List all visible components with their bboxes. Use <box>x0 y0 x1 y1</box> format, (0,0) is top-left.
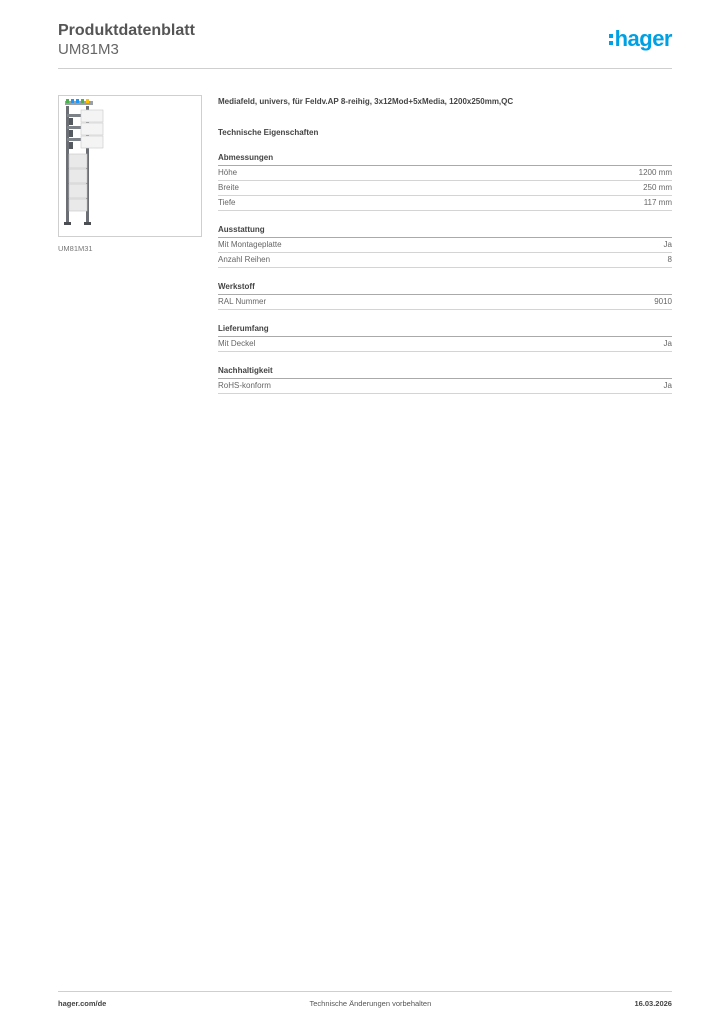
document-header <box>58 22 195 59</box>
spec-value: 9010 <box>654 297 672 306</box>
spec-value: 117 mm <box>643 198 672 207</box>
spec-row <box>218 379 672 394</box>
document-title: Produktdatenblatt <box>58 22 195 39</box>
spec-value: 1200 mm <box>638 168 672 177</box>
spec-group-title: Abmessungen <box>218 153 672 166</box>
spec-group-title: Ausstattung <box>218 225 672 238</box>
spec-group-lieferumfang <box>218 324 672 352</box>
header-divider <box>58 68 672 69</box>
spec-row <box>218 196 672 211</box>
hager-logo <box>609 28 672 50</box>
spec-row <box>218 253 672 268</box>
spec-group-title: Werkstoff <box>218 282 672 295</box>
spec-group-nachhaltigkeit <box>218 366 672 394</box>
spec-value: Ja <box>663 381 672 390</box>
spec-value: 250 mm <box>643 183 672 192</box>
spec-group-title: Lieferumfang <box>218 324 672 337</box>
spec-row <box>218 337 672 352</box>
spec-label: Höhe <box>218 168 238 177</box>
spec-row <box>218 166 672 181</box>
footer-disclaimer: Technische Änderungen vorbehalten <box>309 999 432 1008</box>
spec-row <box>218 295 672 310</box>
spec-value: Ja <box>663 240 672 249</box>
spec-label: Mit Montageplatte <box>218 240 282 249</box>
media-field-illustration <box>59 96 201 236</box>
spec-label: RAL Nummer <box>218 297 267 306</box>
spec-value: Ja <box>663 339 672 348</box>
image-caption: UM81M31 <box>58 244 93 253</box>
spec-label: RoHS-konform <box>218 381 271 390</box>
spec-row <box>218 238 672 253</box>
spec-group-ausstattung <box>218 225 672 268</box>
product-image <box>58 95 202 237</box>
logo-wordmark: hager <box>614 26 672 51</box>
footer-date: 16.03.2026 <box>634 999 672 1008</box>
section-title: Technische Eigenschaften <box>218 128 319 137</box>
spec-row <box>218 181 672 196</box>
spec-group-title: Nachhaltigkeit <box>218 366 672 379</box>
product-code: UM81M3 <box>58 41 119 58</box>
footer-website-link[interactable]: hager.com/de <box>58 999 107 1008</box>
spec-group-abmessungen <box>218 153 672 211</box>
logo-dots-icon <box>609 34 613 45</box>
spec-value: 8 <box>667 255 672 264</box>
footer-divider <box>58 991 672 992</box>
spec-group-werkstoff <box>218 282 672 310</box>
spec-label: Breite <box>218 183 239 192</box>
product-description: Mediafeld, univers, für Feldv.AP 8-reihig, 3x12Mod+5xMedia, 1200x250mm,QC <box>218 97 514 106</box>
specifications-panel <box>218 96 672 394</box>
spec-label: Tiefe <box>218 198 236 207</box>
spec-label: Anzahl Reihen <box>218 255 271 264</box>
spec-label: Mit Deckel <box>218 339 256 348</box>
document-footer <box>58 999 672 1008</box>
